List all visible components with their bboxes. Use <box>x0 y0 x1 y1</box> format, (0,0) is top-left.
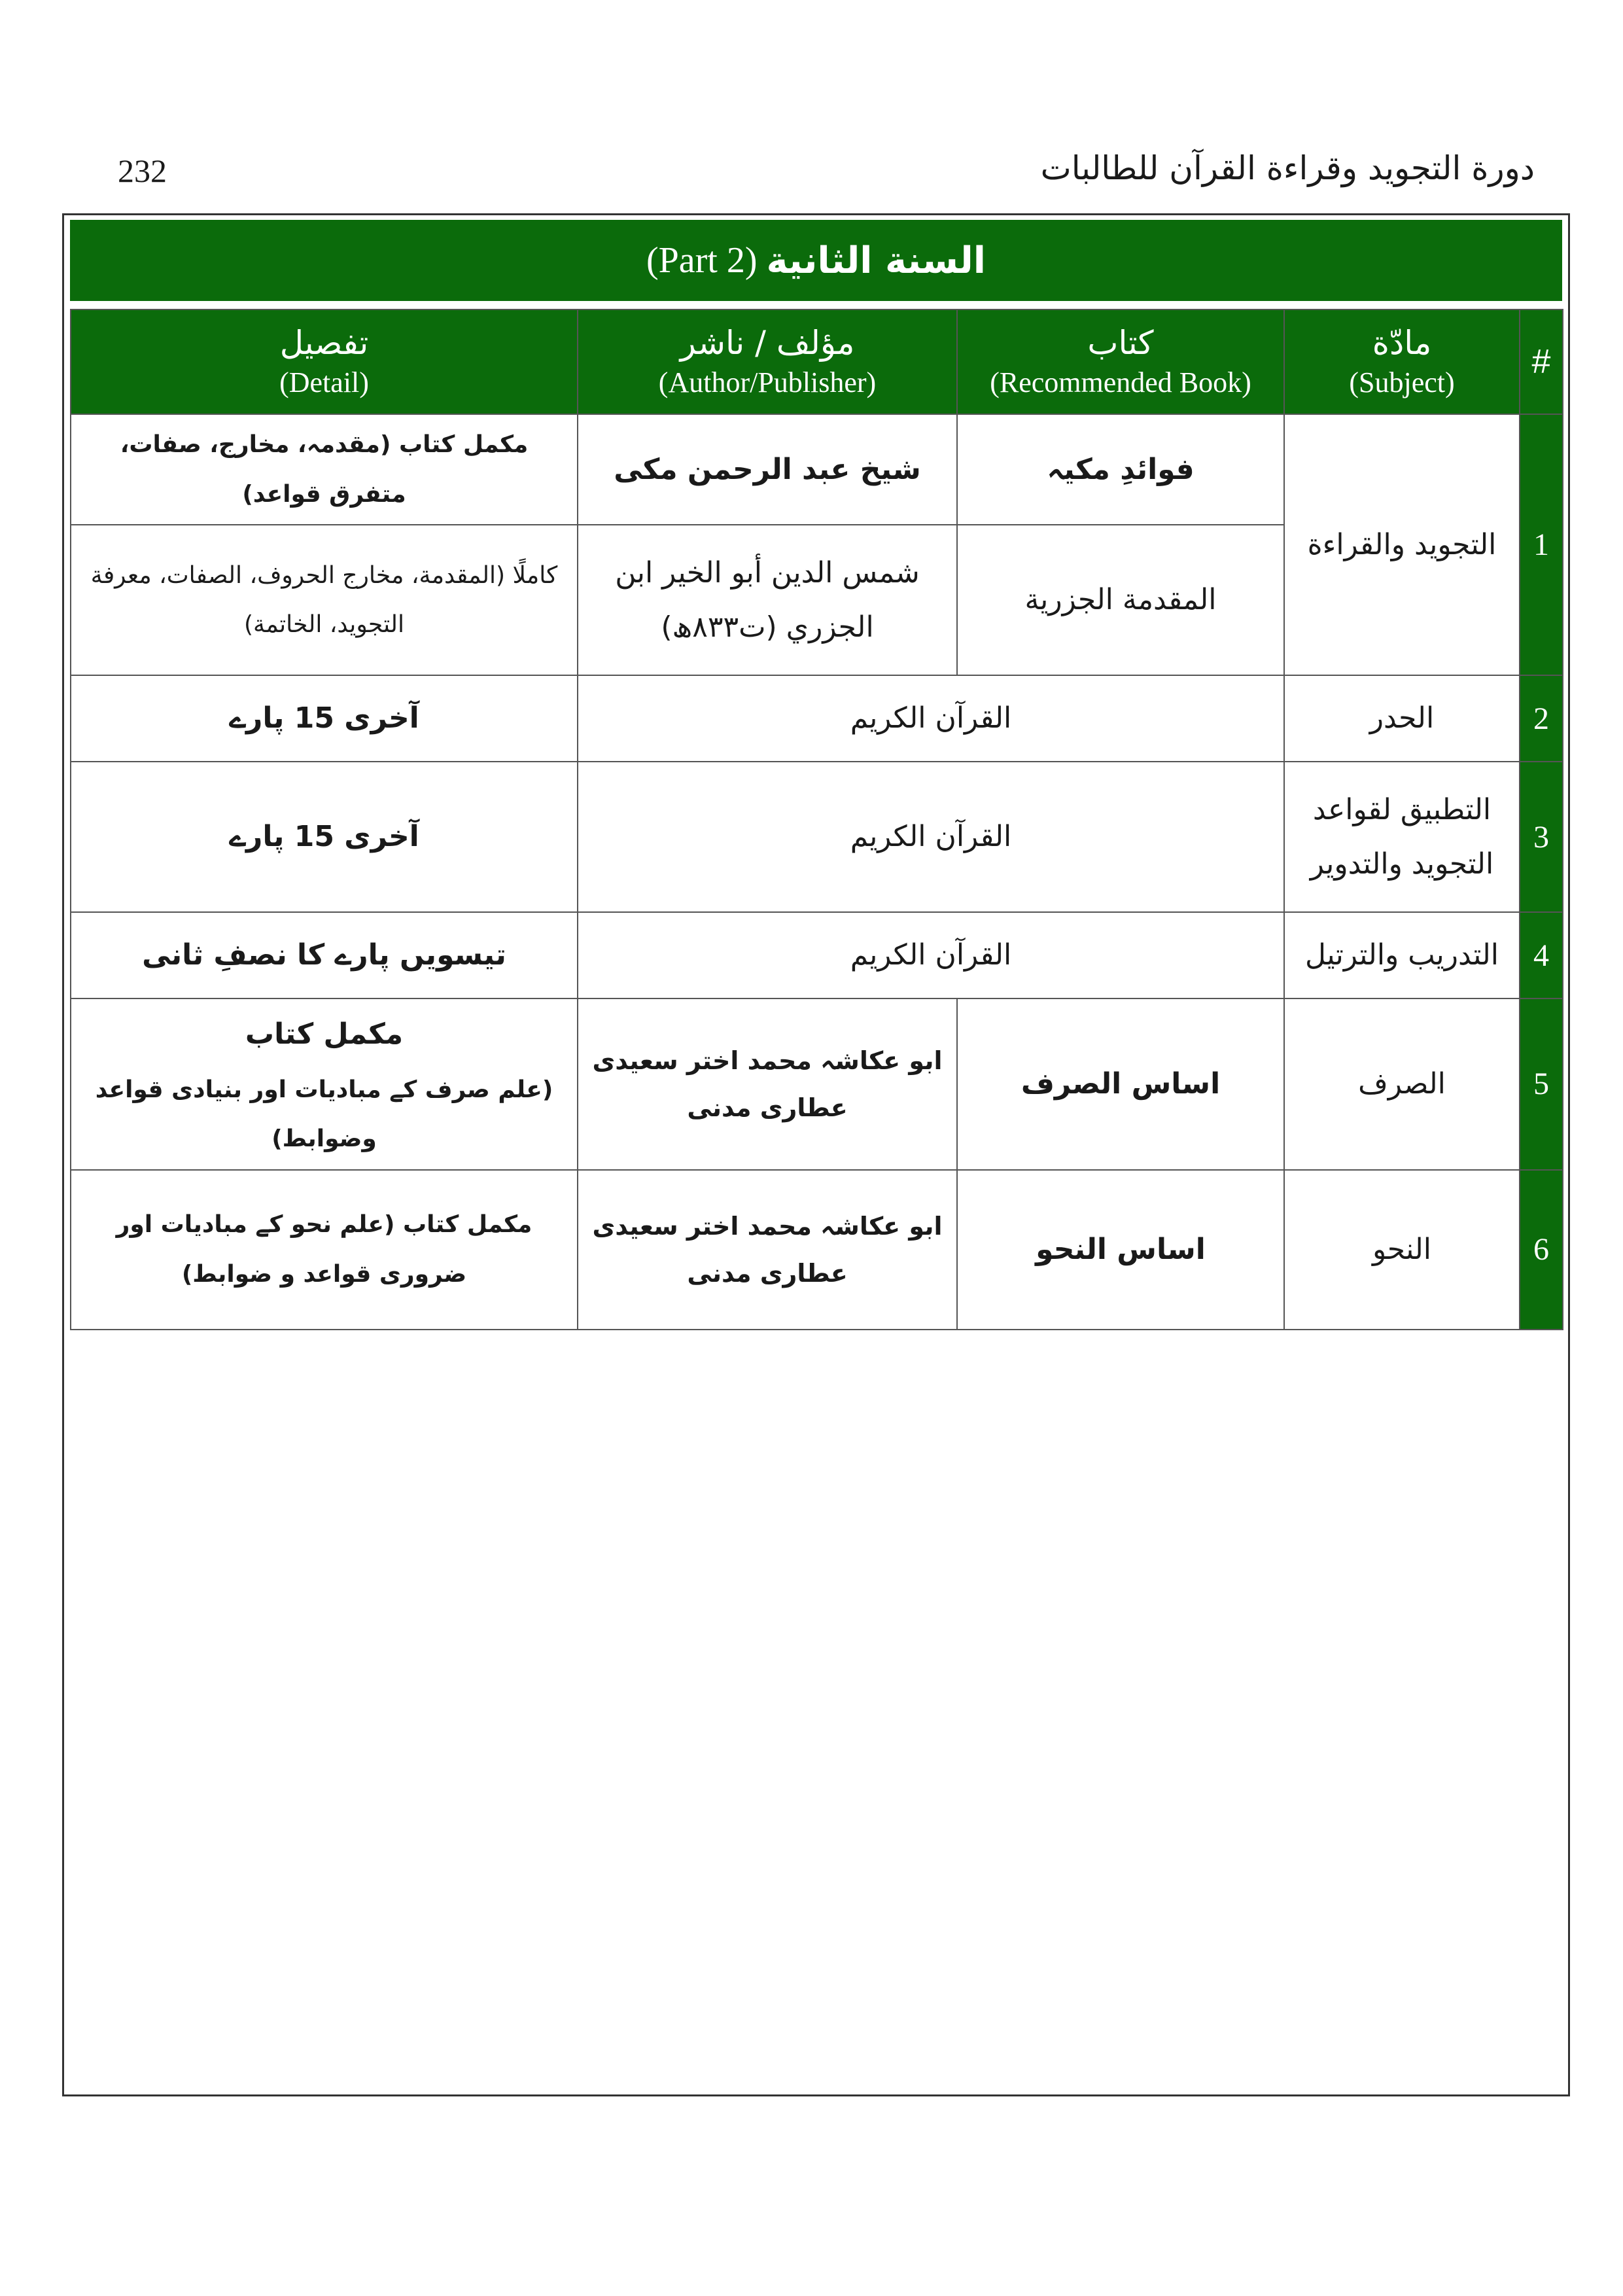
row-book-author: القرآن الكريم <box>578 762 1284 912</box>
table-row <box>71 762 1563 912</box>
row-book: فوائدِ مکیہ <box>957 414 1284 525</box>
row-detail: آخری 15 پارے <box>71 762 578 912</box>
detail-title: مکمل کتاب <box>245 1017 404 1051</box>
table-row <box>71 912 1563 998</box>
col-header-author: مؤلف / ناشر (Author/Publisher) <box>578 309 957 414</box>
row-subject: التجويد والقراءة <box>1284 414 1520 675</box>
row-number: 3 <box>1520 762 1563 912</box>
row-book: اساس النحو <box>957 1170 1284 1330</box>
syllabus-table <box>70 309 1563 1330</box>
row-detail: آخری 15 پارے <box>71 675 578 762</box>
table-row <box>71 414 1563 525</box>
row-number: 4 <box>1520 912 1563 998</box>
row-number: 5 <box>1520 998 1563 1170</box>
detail-text: (علم صرف کے مبادیات اور بنیادی قواعد وضوابط) <box>95 1076 553 1153</box>
col-header-book: كتاب (Recommended Book) <box>957 309 1284 414</box>
row-number: 1 <box>1520 414 1563 675</box>
table-row <box>71 675 1563 762</box>
banner-title: السنة الثانية <box>766 239 986 282</box>
row-book: اساس الصرف <box>957 998 1284 1170</box>
table-row <box>71 998 1563 1170</box>
row-detail: كاملًا (المقدمة، مخارج الحروف، الصفات، معرفة التجويد، الخاتمة) <box>71 525 578 675</box>
col-header-number: # <box>1520 309 1563 414</box>
row-book-author: القرآن الكريم <box>578 675 1284 762</box>
row-subject: النحو <box>1284 1170 1520 1330</box>
row-number: 2 <box>1520 675 1563 762</box>
row-subject: التدريب والترتيل <box>1284 912 1520 998</box>
col-header-detail: تفصيل (Detail) <box>71 309 578 414</box>
row-number: 6 <box>1520 1170 1563 1330</box>
row-book-author: القرآن الكريم <box>578 912 1284 998</box>
row-author: شیخ عبد الرحمن مکی <box>578 414 957 525</box>
table-row <box>71 1170 1563 1330</box>
col-header-subject: مادّة (Subject) <box>1284 309 1520 414</box>
running-title: دورة التجويد وقراءة القرآن للطالبات <box>1040 149 1535 187</box>
row-book: المقدمة الجزرية <box>957 525 1284 675</box>
row-detail: تیسویں پارے کا نصفِ ثانی <box>71 912 578 998</box>
row-detail: مکمل کتاب (مقدمہ، مخارج، صفات، متفرق قواعد) <box>71 414 578 525</box>
row-author: ابو عکاشہ محمد اختر سعیدی عطاری مدنی <box>578 998 957 1170</box>
section-banner <box>70 220 1562 301</box>
row-author: شمس الدين أبو الخير ابن الجزري (ت۸۳۳ھ) <box>578 525 957 675</box>
row-subject: الحدر <box>1284 675 1520 762</box>
row-subject: التطبيق لقواعد التجويد والتدوير <box>1284 762 1520 912</box>
row-subject: الصرف <box>1284 998 1520 1170</box>
table-header-row <box>71 309 1563 414</box>
row-detail: مکمل کتاب (علم نحو کے مبادیات اور ضروری قواعد و ضوابط) <box>71 1170 578 1330</box>
row-author: ابو عکاشہ محمد اختر سعیدی عطاری مدنی <box>578 1170 957 1330</box>
page-number: 232 <box>118 152 167 189</box>
row-detail <box>71 998 578 1170</box>
banner-part: (Part 2) <box>646 240 758 281</box>
